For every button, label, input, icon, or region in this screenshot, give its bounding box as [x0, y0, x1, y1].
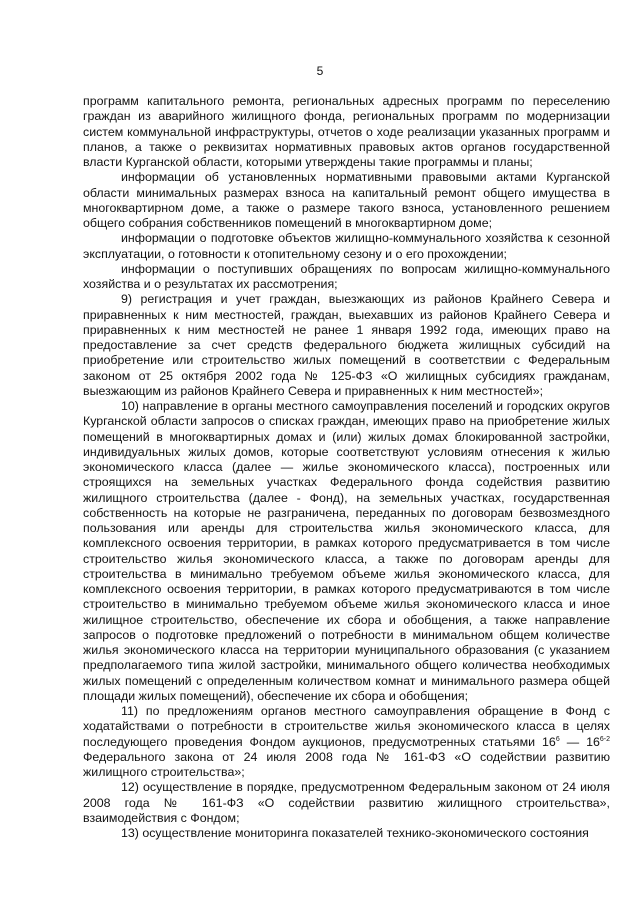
item-11-text-start: 11) по предложениям органов местного самоуправления обращение в Фонд с ходатайствами о потребности в строительстве жилья экономического класса в целях последующего проведения Фондом аукционов, предусмотренных статьями 16 [83, 704, 610, 749]
page-number: 5 [316, 64, 324, 78]
paragraph-item-11 [83, 704, 610, 780]
paragraph-item-13: 13) осуществление мониторинга показателей технико-экономического состояния [121, 826, 589, 840]
paragraph-appeals-info: информации о поступивших обращениях по вопросам жилищно-коммунального хозяйства и о результатах их рассмотрения; [83, 261, 610, 291]
document-body [83, 94, 610, 841]
paragraph-item-12: 12) осуществление в порядке, предусмотренном Федеральным законом от 24 июля 2008 года № 161-ФЗ «О содействии развитию жилищного строительства», взаимодействия с Фондом; [83, 780, 610, 825]
item-11-dash: — 16 [559, 734, 600, 749]
item-11-superscript-2: 6-2 [599, 735, 610, 743]
paragraph-item-10: 10) направление в органы местного самоуправления поселений и городских округов Курганской области запросов о списках граждан, имеющих право на приобретение жилых помещений в многоквартирных домах и (или) жилых домах блокированной застройки, индивидуальных жилых домов, которые соответствуют условиям отнесения к жилью экономического класса (далее — жилье экономического класса), построенных или строящихся на земельных участках Федерального фонда содействия развитию жилищного строительства (далее - Фонд), на земельных участках, государственная собственность на которые не разграничена, переданных по договорам безвозмездного пользования или аренды для строительства жилья экономического класса, для комплексного освоения территории, в рамках которого предусматривается в том числе строительство жилья экономического класса, а также по договорам аренды для строительства в минимально требуемом объеме жилья экономического класса, для комплексного освоения территории, в рамках которого предусматриваются в том числе строительство в минимально требуемом объеме жилья экономического класса и иное жилищное строительство, обеспечение их сбора и обобщения, а также направление запросов о подготовке предложений о потребности в минимальном общем количестве жилья экономического класса на территории муниципального образования (с указанием предполагаемого типа жилой застройки, минимального общего количества необходимых жилых помещений с определенным количеством комнат и минимального размера общей площади жилых помещений), обеспечение их сбора и обобщения; [83, 399, 610, 703]
paragraph-seasonal-preparation: информации о подготовке объектов жилищно-коммунального хозяйства к сезонной эксплуатации, о готовности к отопительному сезону и о его прохождении; [83, 231, 610, 261]
item-11-superscript-1: 6 [555, 735, 560, 743]
paragraph-programs-continuation: программ капитального ремонта, региональных адресных программ по переселению граждан из аварийного жилищного фонда, региональных программ по модернизации систем коммунальной инфраструктуры, отчетов о ходе реализации указанных программ и планов, а также о реквизитах нормативных правовых актов органов государственной власти Курганской области, которыми утверждены такие программы и планы; [83, 94, 610, 169]
paragraph-capital-repair-fee: информации об установленных нормативными правовыми актами Курганской области минимальных размерах взноса на капитальный ремонт общего имущества в многоквартирном доме, а также о размере такого взноса, установленного решением общего собрания собственников помещений в многоквартирном доме; [83, 170, 610, 230]
paragraph-item-9: 9) регистрация и учет граждан, выезжающих из районов Крайнего Севера и приравненных к ним местностей, граждан, выехавших из районов Крайнего Севера и приравненных к ним местностей не ранее 1 января 1992 года, имеющих право на предоставление за счет средств федерального бюджета жилищных субсидий на приобретение или строительство жилых помещений в соответствии с Федеральным законом от 25 октября 2002 года № 125-ФЗ «О жилищных субсидиях гражданам, выезжающим из районов Крайнего Севера и приравненных к ним местностей»; [83, 292, 610, 398]
item-11-text-end: Федерального закона от 24 июля 2008 года № 161-ФЗ «О содействии развитию жилищного строительства»; [83, 749, 610, 779]
